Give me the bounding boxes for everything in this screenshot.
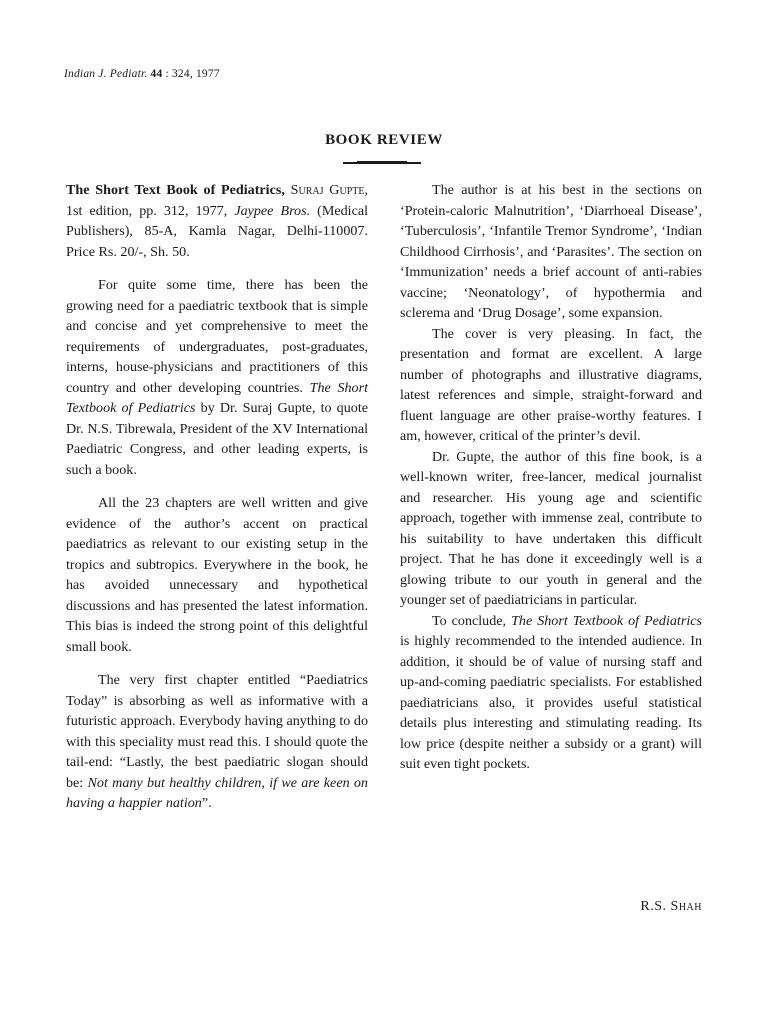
title-underline-divider (343, 162, 421, 164)
journal-citation (64, 68, 220, 80)
book-publisher: Jaypee Bros. (234, 202, 311, 219)
left-paragraph-1 (66, 275, 368, 480)
right-paragraph-1: The author is at his best in the sections on ‘Protein-caloric Malnutrition’, ‘Diarrhoeal Disease’, ‘Tuberculosis’, ‘Infantile Tremor Syndrome’, ‘Indian Childhood Cirrhosis’, and ‘Parasites’. The section on ‘Immunization’ needs a brief account of anti-rabies vaccine; ‘Neonatology’, of hypothermia and sclerema and ‘Drug Dosage’, some expansion. (400, 182, 702, 321)
right-paragraph-3: Dr. Gupte, the author of this fine book, is a well-known writer, free-lancer, medical journalist and researcher. His young age and scientific approach, together with immense zeal, contribute to his suitability to have undertaken this difficult project. That he has done it exceedingly well is a glowing tribute to our youth in general and the younger set of paediatricians in particular. (400, 448, 702, 608)
journal-separator: : (162, 68, 172, 80)
left-p1-text-b: by Dr. Suraj Gupte, to quote Dr. N.S. Tibrewala, President of the XV International Paediatric Congress, and other leading experts, is such a book. (66, 400, 368, 478)
book-author: Suraj Gupte (290, 182, 365, 198)
right-paragraph-4 (400, 611, 702, 775)
journal-volume: 44 (150, 68, 163, 80)
journal-name: Indian J. Pediatr. (64, 68, 148, 80)
book-edition: , 1st edition, pp. 312, 1977, (66, 182, 369, 219)
left-p3-slogan: Not many but healthy children, if we are keen on having a happier nation (66, 774, 368, 811)
book-citation (66, 180, 368, 262)
book-title: The Short Text Book of Pediatrics, (66, 182, 285, 198)
left-p3-end: ”. (201, 795, 212, 811)
section-title: BOOK REVIEW (325, 132, 443, 148)
right-p4-book-title: The Short Textbook of Pediatrics (511, 612, 702, 629)
book-publisher-details: (Medical Publishers), 85-A, Kamla Nagar, Delhi-110007. Price Rs. 20/-, Sh. 50. (66, 202, 369, 260)
reviewer-signature: R.S. Shah (640, 899, 702, 914)
left-p1-book-title: The Short Textbook of Pediatrics (66, 379, 368, 416)
left-paragraph-3 (66, 670, 368, 814)
right-paragraph-2: The cover is very pleasing. In fact, the presentation and format are excellent. A large number of photographs and illustrative diagrams, latest references and simple, straight-forward and fluent language are other praise-worthy features. I am, however, critical of the printer’s devil. (400, 325, 702, 444)
left-column (66, 180, 368, 814)
journal-page-year: 324, 1977 (171, 68, 220, 80)
right-p4-text-b: is highly recommended to the intended audience. In addition, it should be of value of nursing staff and up-and-coming paediatric specialists. For established paediatricians also, it provides useful statistical details plus interesting and stimulating reading. Its low price (despite neither a subsidy or a grant) will suit even tight pockets. (400, 633, 702, 772)
right-column (400, 180, 702, 775)
left-p3-text: The very first chapter entitled “Paediatrics Today” is absorbing as well as informative with a futuristic approach. Everybody having anything to do with this speciality must read this. I should quote the tail-end: “Lastly, the best paediatric slogan should be: (66, 672, 368, 791)
left-p1-text-a: For quite some time, there has been the growing need for a paediatric textbook that is simple and concise and yet comprehensive to meet the requirements of undergraduates, post-graduates, interns, house-physicians and practitioners of this country and other developing countries. (66, 277, 368, 396)
right-p4-text-a: To conclude, (432, 612, 507, 629)
left-paragraph-2: All the 23 chapters are well written and give evidence of the author’s accent on practical paediatrics as relevant to our existing setup in the tropics and subtropics. Everywhere in the book, he has avoided unnecessary and hypothetical discussions and has presented the latest information. This bias is indeed the strong point of this delightful small book. (66, 495, 368, 655)
